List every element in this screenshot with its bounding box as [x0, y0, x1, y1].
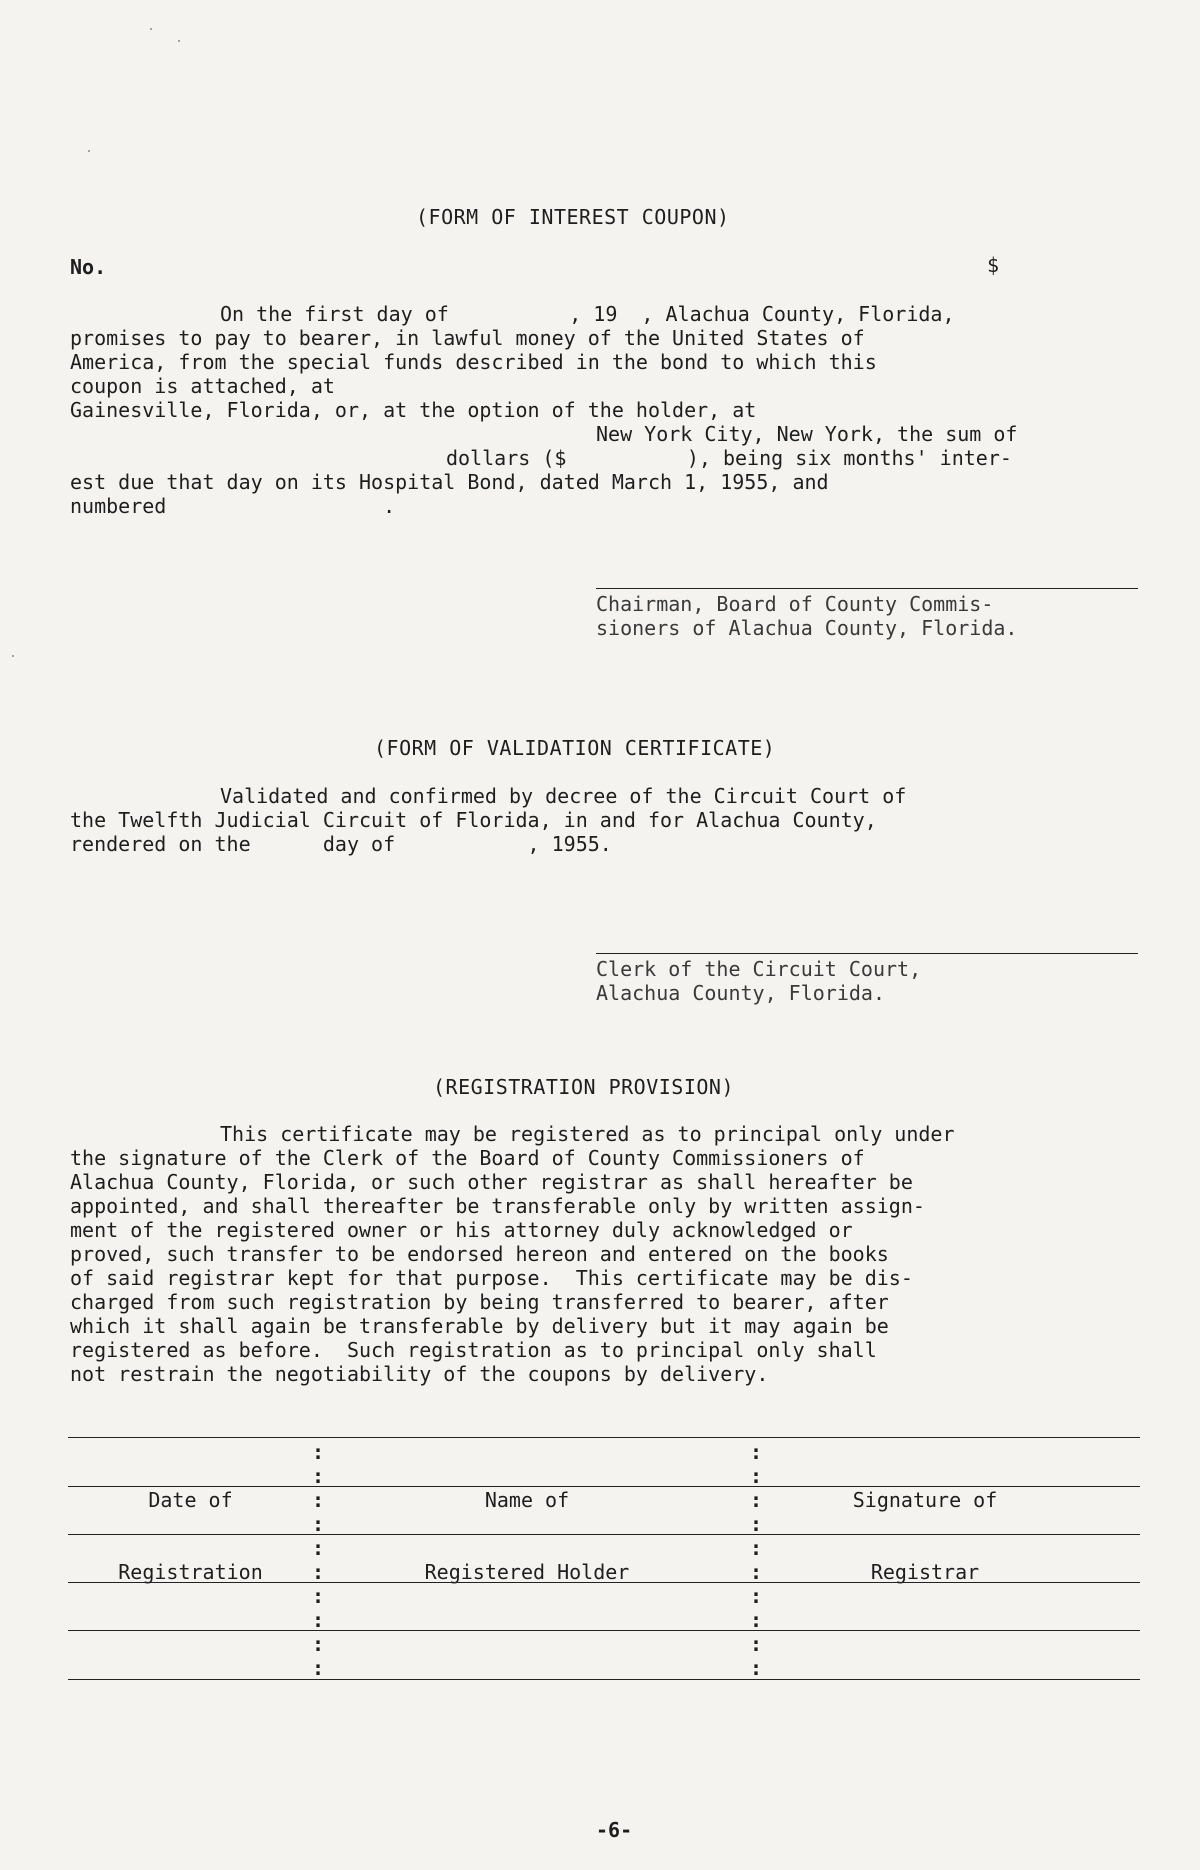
- coupon-title: (FORM OF INTEREST COUPON): [416, 205, 730, 229]
- coupon-number-label: No.: [70, 255, 107, 279]
- registration-line: ment of the registered owner or his attorney duly acknowledged or: [70, 1218, 853, 1242]
- table-rule: [68, 1534, 1140, 1535]
- header-name-of-registered-holder: [323, 1440, 731, 1632]
- column-separator: :: [750, 1608, 763, 1632]
- header-text: Signature of: [852, 1488, 998, 1512]
- table-rule: [68, 1582, 1140, 1583]
- coupon-line: On the first day of , 19 , Alachua County, Florida,: [220, 302, 955, 326]
- registration-line: This certificate may be registered as to principal only under: [220, 1122, 955, 1146]
- header-text: Registrar: [870, 1560, 980, 1584]
- registration-title: (REGISTRATION PROVISION): [433, 1075, 734, 1099]
- column-separator: :: [312, 1512, 325, 1536]
- coupon-line: America, from the special funds described in the bond to which this: [70, 350, 877, 374]
- column-separator: :: [750, 1584, 763, 1608]
- clerk-title: Clerk of the Circuit Court,: [596, 957, 922, 981]
- coupon-line: New York City, New York, the sum of: [596, 422, 1018, 446]
- coupon-line: Gainesville, Florida, or, at the option of the holder, at: [70, 398, 757, 422]
- registration-line: appointed, and shall thereafter be transferable only by written assign-: [70, 1194, 925, 1218]
- coupon-line: dollars ($ ), being six months' inter-: [446, 446, 1012, 470]
- column-separator: :: [750, 1560, 763, 1584]
- chairman-signature-line: [596, 588, 1138, 589]
- column-separator: :: [750, 1536, 763, 1560]
- table-rule: [68, 1486, 1140, 1487]
- registration-line: charged from such registration by being transferred to bearer, after: [70, 1290, 889, 1314]
- coupon-line: coupon is attached, at: [70, 374, 335, 398]
- column-separator: :: [312, 1488, 325, 1512]
- coupon-line: est due that day on its Hospital Bond, dated March 1, 1955, and: [70, 470, 829, 494]
- registration-line: of said registrar kept for that purpose. This certificate may be dis-: [70, 1266, 913, 1290]
- table-rule: [68, 1630, 1140, 1631]
- column-separator: :: [312, 1608, 325, 1632]
- coupon-line: promises to pay to bearer, in lawful money of the United States of: [70, 326, 865, 350]
- header-date-of-registration: [68, 1440, 313, 1632]
- header-signature-of-registrar: [760, 1440, 1090, 1632]
- column-separator: :: [750, 1440, 763, 1464]
- validation-line: the Twelfth Judicial Circuit of Florida, in and for Alachua County,: [70, 808, 877, 832]
- scan-speck: [12, 655, 14, 657]
- table-rule-bottom: [68, 1679, 1140, 1680]
- coupon-dollar-sign: $: [987, 253, 1000, 277]
- chairman-title: sioners of Alachua County, Florida.: [596, 616, 1018, 640]
- column-separator: :: [750, 1632, 763, 1656]
- column-separator: :: [750, 1464, 763, 1488]
- registration-line: registered as before. Such registration as to principal only shall: [70, 1338, 877, 1362]
- column-separator: :: [312, 1464, 325, 1488]
- clerk-title: Alachua County, Florida.: [596, 981, 885, 1005]
- clerk-signature-line: [596, 953, 1138, 954]
- registration-line: which it shall again be transferable by delivery but it may again be: [70, 1314, 889, 1338]
- validation-line: rendered on the day of , 1955.: [70, 832, 612, 856]
- column-separator: :: [312, 1440, 325, 1464]
- column-separator: :: [312, 1560, 325, 1584]
- header-text: Registered Holder: [424, 1560, 630, 1584]
- coupon-line: numbered .: [70, 494, 396, 518]
- registration-line: proved, such transfer to be endorsed hereon and entered on the books: [70, 1242, 889, 1266]
- column-separator: :: [312, 1584, 325, 1608]
- column-separator: :: [750, 1512, 763, 1536]
- scan-speck: [178, 40, 180, 42]
- page-number: -6-: [596, 1818, 633, 1842]
- validation-title: (FORM OF VALIDATION CERTIFICATE): [374, 736, 776, 760]
- chairman-title: Chairman, Board of County Commis-: [596, 592, 994, 616]
- scan-speck: [88, 150, 90, 152]
- column-separator: :: [312, 1536, 325, 1560]
- column-separator: :: [312, 1632, 325, 1656]
- scan-speck: [150, 28, 152, 30]
- table-rule-top: [68, 1437, 1140, 1438]
- header-text: Date of: [148, 1488, 233, 1512]
- registration-line: the signature of the Clerk of the Board of County Commissioners of: [70, 1146, 865, 1170]
- column-separator: :: [750, 1488, 763, 1512]
- header-text: Registration: [118, 1560, 263, 1584]
- registration-line: not restrain the negotiability of the coupons by delivery.: [70, 1362, 769, 1386]
- registration-line: Alachua County, Florida, or such other registrar as shall hereafter be: [70, 1170, 913, 1194]
- column-separator: :: [750, 1656, 763, 1680]
- column-separator: :: [312, 1656, 325, 1680]
- validation-line: Validated and confirmed by decree of the Circuit Court of: [220, 784, 907, 808]
- header-text: Name of: [484, 1488, 570, 1512]
